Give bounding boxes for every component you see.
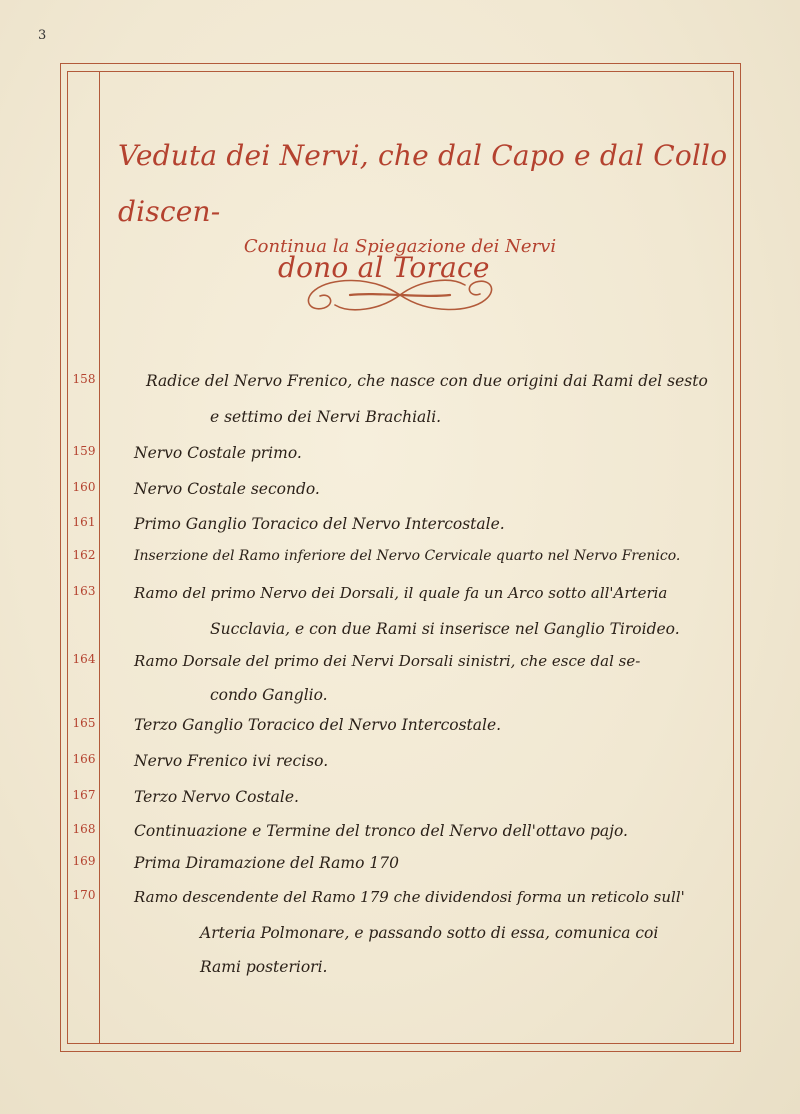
entry-number: 167 <box>72 788 96 802</box>
entry-number: 170 <box>72 888 96 902</box>
calligraphic-flourish-icon <box>290 270 510 320</box>
page-number: 3 <box>38 28 47 43</box>
entry-text-continued: Succlavia, e con due Rami si inserisce nel Ganglio Tiroideo. <box>210 620 680 638</box>
entry-text-continued: condo Ganglio. <box>210 686 328 704</box>
entry-number: 161 <box>72 515 96 529</box>
entry-text: Radice del Nervo Frenico, che nasce con due origini dai Rami del sesto <box>146 372 708 390</box>
entry-text: Ramo descendente del Ramo 179 che dividendosi forma un reticolo sull' <box>134 888 685 906</box>
entry-text: Nervo Frenico ivi reciso. <box>134 752 329 770</box>
entry-text: Continuazione e Termine del tronco del Nervo dell'ottavo pajo. <box>134 822 628 840</box>
title-line-1: Veduta dei Nervi, che dal Capo e dal Collo discen- <box>118 139 728 228</box>
entry-number: 160 <box>72 480 96 494</box>
entry-number: 158 <box>72 372 96 386</box>
entry-text-continued: Rami posteriori. <box>200 958 328 976</box>
entry-text: Nervo Costale secondo. <box>134 480 320 498</box>
margin-rule <box>99 71 100 1044</box>
title-line-2: dono al Torace <box>278 251 490 284</box>
entry-text: Inserzione del Ramo inferiore del Nervo Cervicale quarto nel Nervo Frenico. <box>134 548 681 564</box>
entry-text: Ramo del primo Nervo dei Dorsali, il quale fa un Arco sotto all'Arteria <box>134 584 668 602</box>
entry-text: Ramo Dorsale del primo dei Nervi Dorsali sinistri, che esce dal se- <box>134 652 641 670</box>
page-subtitle: Continua la Spiegazione dei Nervi <box>243 236 557 257</box>
entry-number: 165 <box>72 716 96 730</box>
entry-number: 163 <box>72 584 96 598</box>
entry-text: Nervo Costale primo. <box>134 444 302 462</box>
entry-number: 159 <box>72 444 96 458</box>
entry-number: 169 <box>72 854 96 868</box>
entry-number: 164 <box>72 652 96 666</box>
entry-text: Terzo Ganglio Toracico del Nervo Intercostale. <box>134 716 502 734</box>
entry-number: 166 <box>72 752 96 766</box>
entry-text: Primo Ganglio Toracico del Nervo Intercostale. <box>134 515 505 533</box>
entry-number: 168 <box>72 822 96 836</box>
entry-text-continued: Arteria Polmonare, e passando sotto di essa, comunica coi <box>200 924 659 942</box>
entry-text: Terzo Nervo Costale. <box>134 788 299 806</box>
entry-text-continued: e settimo dei Nervi Brachiali. <box>210 408 442 426</box>
entry-number: 162 <box>72 548 96 562</box>
entry-text: Prima Diramazione del Ramo 170 <box>134 854 399 872</box>
